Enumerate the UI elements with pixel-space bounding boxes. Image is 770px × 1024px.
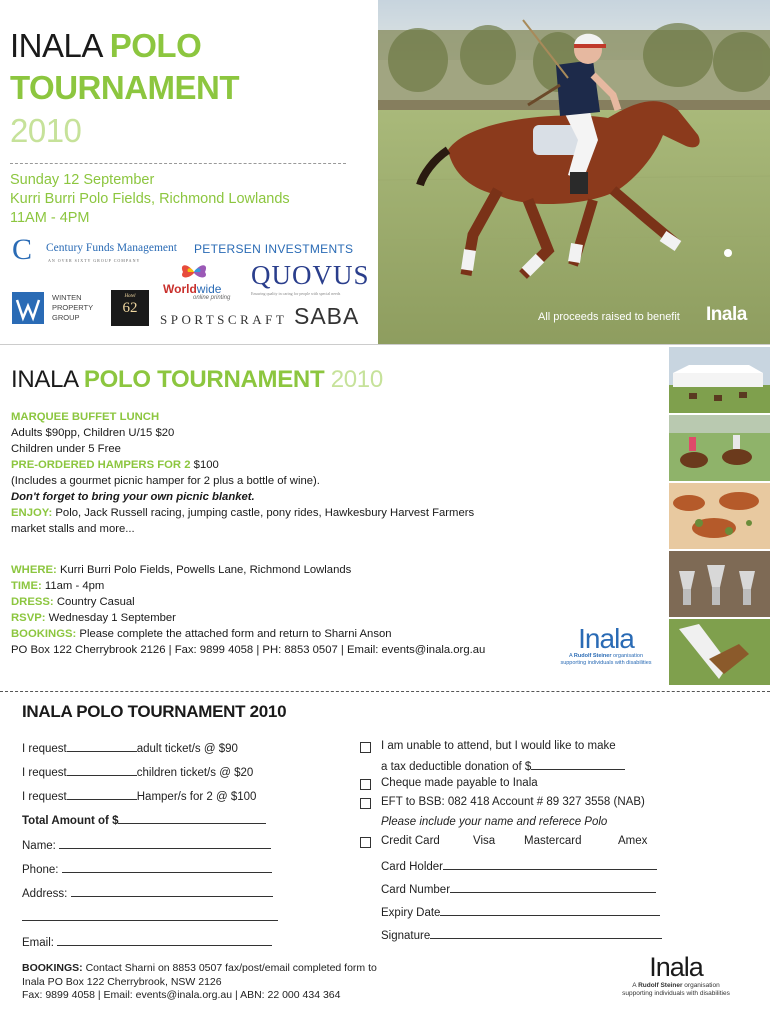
adult-ticket-row: I request adult ticket/s @ $90 [22,740,238,755]
signature-field[interactable] [430,927,662,939]
polo-player-photo [378,0,770,344]
unable-attend-checkbox[interactable] [360,742,371,753]
event-details-section [0,347,770,687]
eft-checkbox[interactable] [360,798,371,809]
email-row: Email: [22,934,272,949]
children-qty-field[interactable] [67,764,137,776]
form-title: INALA POLO TOURNAMENT 2010 [22,702,287,721]
address-row-2 [22,909,278,924]
dashed-divider [10,163,346,164]
expiry-row: Expiry Date [381,904,660,919]
unable-attend-label: I am unable to attend, but I would like to make [381,740,616,752]
donation-row: a tax deductible donation of $ [381,758,625,773]
quovus-sub: Ensuring quality in caring for people with special needs [251,291,341,296]
butterfly-icon [179,262,209,282]
lunch-prices: Adults $90pp, Children U/15 $20 [11,427,175,439]
enjoy-line: ENJOY: Polo, Jack Russell racing, jumping castle, pony rides, Hawkesbury Harvest Farmers [11,507,475,519]
signature-row: Signature [381,927,662,942]
proceeds-text: All proceeds raised to benefit [538,311,680,323]
total-field[interactable] [118,812,266,824]
food-photo [669,483,770,549]
adult-qty-field[interactable] [67,740,137,752]
address-row: Address: [22,885,273,900]
mastercard-option[interactable]: Mastercard [524,835,582,847]
sponsor-winten-logo [12,290,107,326]
cheque-checkbox[interactable] [360,779,371,790]
top-banner [0,0,770,344]
name-row: Name: [22,837,271,852]
sponsor-saba: SABA [294,303,360,329]
worldwide-word: Worldwide [163,282,222,296]
title-line-1 [10,25,201,67]
credit-card-checkbox[interactable] [360,837,371,848]
event-date: Sunday 12 September [10,172,155,188]
address-field[interactable] [71,885,273,897]
winten-w-icon [12,292,44,324]
century-sub: AN OVER SIXTY GROUP COMPANY [48,258,141,263]
phone-field[interactable] [62,861,272,873]
trophies-photo [669,551,770,617]
contact-line: PO Box 122 Cherrybrook 2126 | Fax: 9899 4058 | PH: 8853 0507 | Email: events@inala.org.au [11,644,486,656]
sponsor-sportscraft: SPORTSCRAFT [160,312,288,327]
title-line-3: 2010 [10,112,82,149]
address-field-2[interactable] [22,909,278,921]
name-field[interactable] [59,837,271,849]
cheque-label: Cheque made payable to Inala [381,777,538,789]
hampers-note: (Includes a gourmet picnic hamper for 2 plus a bottle of wine). [11,475,320,487]
donation-field[interactable] [531,758,625,770]
dress-line: DRESS: Country Casual [11,596,135,608]
title-line-2: TOURNAMENT [10,69,240,106]
lunch-free: Children under 5 Free [11,443,121,455]
inala-logo-blue: Inala A Rudolf Steiner organisation supporting individuals with disabilities [560,623,652,666]
amex-option[interactable]: Amex [618,835,648,847]
inala-logo-footer: Inala A Rudolf Steiner organisation supporting individuals with disabilities [622,952,730,997]
title-inala: INALA [10,27,102,64]
blanket-note: Don't forget to bring your own picnic blanket. [11,491,255,503]
polo-boot-photo [669,619,770,685]
sponsor-62-logo: Hotel 62 [111,290,149,326]
expiry-field[interactable] [440,904,660,916]
enjoy-line-2: market stalls and more... [11,523,135,535]
credit-card-label: Credit Card [381,835,440,847]
card-number-row: Card Number [381,881,656,896]
cut-line [0,691,770,692]
event-venue: Kurri Burri Polo Fields, Richmond Lowlands [10,191,290,207]
sponsor-petersen: PETERSEN INVESTMENTS [194,242,354,256]
photo-strip [669,347,770,687]
polo-match-photo [669,415,770,481]
marquee-photo [669,347,770,413]
time-line: TIME: 11am - 4pm [11,580,105,592]
lunch-heading: MARQUEE BUFFET LUNCH [11,411,160,423]
eft-note: Please include your name and referece Polo [381,816,608,828]
phone-row: Phone: [22,861,272,876]
worldwide-sub: online printing [193,295,231,301]
total-row: Total Amount of $ [22,812,266,827]
century-mark-icon: C [12,233,33,266]
where-line: WHERE: Kurri Burri Polo Fields, Powells Lane, Richmond Lowlands [11,564,352,576]
hampers-line: PRE-ORDERED HAMPERS FOR 2 $100 [11,459,219,471]
banner-text-panel [0,0,378,344]
winten-text: WINTEN PROPERTY GROUP [52,293,94,322]
details-title: INALA POLO TOURNAMENT 2010 [11,366,383,393]
footer-bookings: BOOKINGS: Contact Sharni on 8853 0507 fax/post/email completed form to Inala PO Box 122 Cherrybrook, NSW 2126 Fax: 9899 4058 | Email: events@inala.org.au | ABN: 22 000 434 364 [22,962,377,1001]
card-holder-row: Card Holder [381,858,657,873]
card-number-field[interactable] [450,881,656,893]
email-field[interactable] [57,934,272,946]
event-time: 11AM - 4PM [10,210,90,226]
sponsor-worldwide-logo [163,262,241,304]
bookings-line: BOOKINGS: Please complete the attached form and return to Sharni Anson [11,628,392,640]
rsvp-line: RSVP: Wednesday 1 September [11,612,176,624]
children-ticket-row: I request children ticket/s @ $20 [22,764,253,779]
hamper-row: I request Hamper/s for 2 @ $100 [22,788,256,803]
inala-logo-white: Inala [706,304,747,325]
sponsor-quovus-logo [251,260,370,300]
card-holder-field[interactable] [443,858,657,870]
eft-label: EFT to BSB: 082 418 Account # 89 327 3558 (NAB) [381,796,645,808]
title-polo: POLO [109,27,202,64]
century-name: Century Funds Management [46,242,177,254]
visa-option[interactable]: Visa [473,835,496,847]
quovus-word: QUOVUS [251,260,370,290]
hamper-qty-field[interactable] [67,788,137,800]
